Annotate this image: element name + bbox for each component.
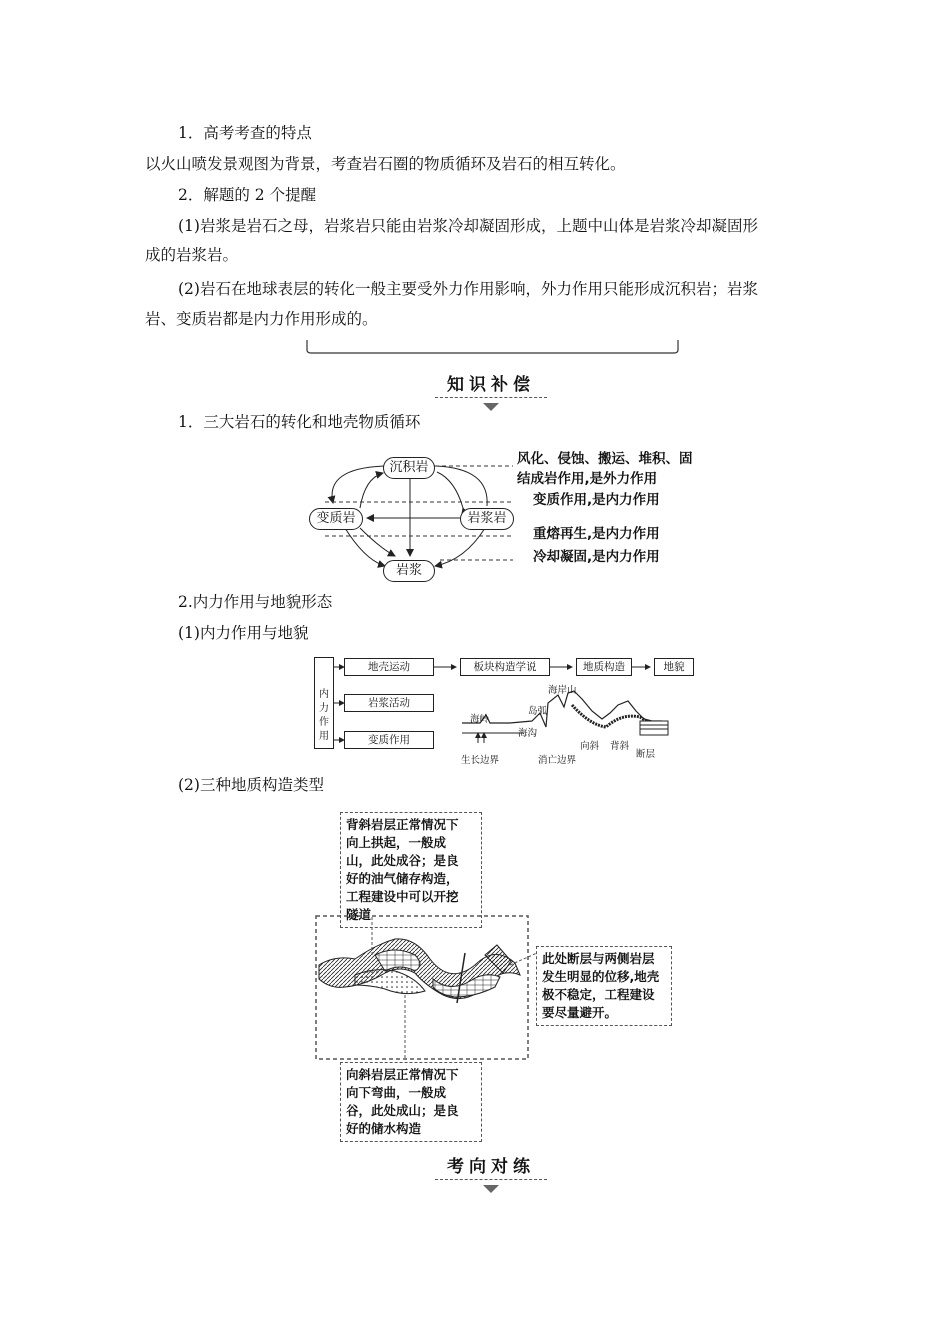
node-igneous: 岩浆岩 bbox=[460, 508, 514, 530]
flow-geologic-structure: 地质构造 bbox=[576, 658, 632, 676]
note-line: 向上拱起，一般成 bbox=[346, 835, 447, 850]
section-title-text: 考向对练 bbox=[447, 1157, 535, 1177]
geologic-structure-illustration bbox=[315, 915, 555, 1060]
note-line: 极不稳定，工程建设 bbox=[542, 987, 655, 1002]
tip-1-line-1: (1)岩浆是岩石之母，岩浆岩只能由岩浆冷却凝固形成，上题中山体是岩浆冷却凝固形 bbox=[178, 217, 758, 235]
label-metamorphism: 变质作用,是内力作用 bbox=[533, 492, 660, 508]
tip-2-line-1: (2)岩石在地球表层的转化一般主要受外力作用影响，外力作用只能形成沉积岩；岩浆 bbox=[178, 280, 758, 298]
note-line: 发生明显的位移,地壳 bbox=[542, 969, 660, 984]
section-title-practice bbox=[435, 1152, 547, 1199]
flow-internal-forces: 内力作用 bbox=[314, 657, 334, 749]
note-line: 此处断层与两侧岩层 bbox=[542, 951, 655, 966]
label-syncline: 向斜 bbox=[580, 741, 600, 752]
note-line: 要尽量避开。 bbox=[542, 1005, 618, 1020]
label-cooling: 冷却凝固,是内力作用 bbox=[533, 549, 660, 565]
title-underline bbox=[435, 397, 547, 398]
item-internal-forces: 2.内力作用与地貌形态 bbox=[178, 593, 333, 611]
label-growth-boundary: 生长边界 bbox=[461, 755, 500, 766]
label-island-arc: 岛弧 bbox=[528, 706, 548, 717]
note-line: 谷，此处成山；是良 bbox=[346, 1103, 459, 1118]
node-metamorphic: 变质岩 bbox=[309, 508, 363, 530]
label-remelting: 重熔再生,是内力作用 bbox=[533, 526, 660, 542]
node-sedimentary: 沉积岩 bbox=[383, 457, 435, 479]
heading-tips: 2．解题的 2 个提醒 bbox=[178, 186, 317, 204]
note-line: 工程建设中可以开挖 bbox=[346, 889, 459, 904]
paragraph-exam-features: 以火山喷发景观图为背景，考查岩石圈的物质循环及岩石的相互转化。 bbox=[145, 155, 626, 173]
node-magma: 岩浆 bbox=[383, 560, 435, 582]
section-title-knowledge bbox=[435, 370, 547, 417]
note-line: 向下弯曲，一般成 bbox=[346, 1085, 447, 1100]
label-anticline: 背斜 bbox=[610, 741, 630, 752]
tip-1-line-2: 成的岩浆岩。 bbox=[145, 246, 239, 264]
item-structure-types: (2)三种地质构造类型 bbox=[178, 776, 324, 794]
note-line: 向斜岩层正常情况下 bbox=[346, 1067, 459, 1082]
flow-landform: 地貌 bbox=[654, 658, 694, 676]
label-external-2: 结成岩作用,是外力作用 bbox=[517, 471, 658, 487]
note-anticline bbox=[340, 812, 482, 928]
triangle-down-icon bbox=[435, 1185, 547, 1195]
label-ridge: 海岭 bbox=[470, 714, 490, 725]
section-bracket bbox=[305, 338, 680, 356]
flow-crust-movement: 地壳运动 bbox=[344, 658, 434, 676]
flow-magmatism: 岩浆活动 bbox=[344, 694, 434, 712]
label-trench: 海沟 bbox=[518, 728, 538, 739]
label-subduction-boundary: 消亡边界 bbox=[538, 755, 577, 766]
title-underline bbox=[435, 1179, 547, 1180]
note-line: 好的油气储存构造， bbox=[346, 871, 459, 886]
heading-exam-features: 1．高考考查的特点 bbox=[178, 124, 312, 142]
triangle-down-icon bbox=[435, 403, 547, 413]
note-line: 山，此处成谷；是良 bbox=[346, 853, 459, 868]
flow-plate-tectonics: 板块构造学说 bbox=[460, 658, 550, 676]
label-external-1: 风化、侵蚀、搬运、堆积、固 bbox=[517, 451, 693, 467]
label-fault: 断层 bbox=[636, 749, 656, 760]
tip-2-line-2: 岩、变质岩都是内力作用形成的。 bbox=[145, 310, 378, 328]
note-line: 好的储水构造 bbox=[346, 1121, 422, 1136]
label-coastal-mountain: 海岸山 bbox=[548, 685, 577, 696]
item-internal-landforms: (1)内力作用与地貌 bbox=[178, 624, 309, 642]
flow-metamorphism: 变质作用 bbox=[344, 731, 434, 749]
section-title-text: 知识补偿 bbox=[447, 375, 535, 395]
note-line: 背斜岩层正常情况下 bbox=[346, 817, 459, 832]
note-line: 隧道 bbox=[346, 907, 372, 922]
item-rock-cycle: 1．三大岩石的转化和地壳物质循环 bbox=[178, 413, 421, 431]
note-fault bbox=[536, 946, 672, 1026]
note-syncline bbox=[340, 1062, 482, 1142]
